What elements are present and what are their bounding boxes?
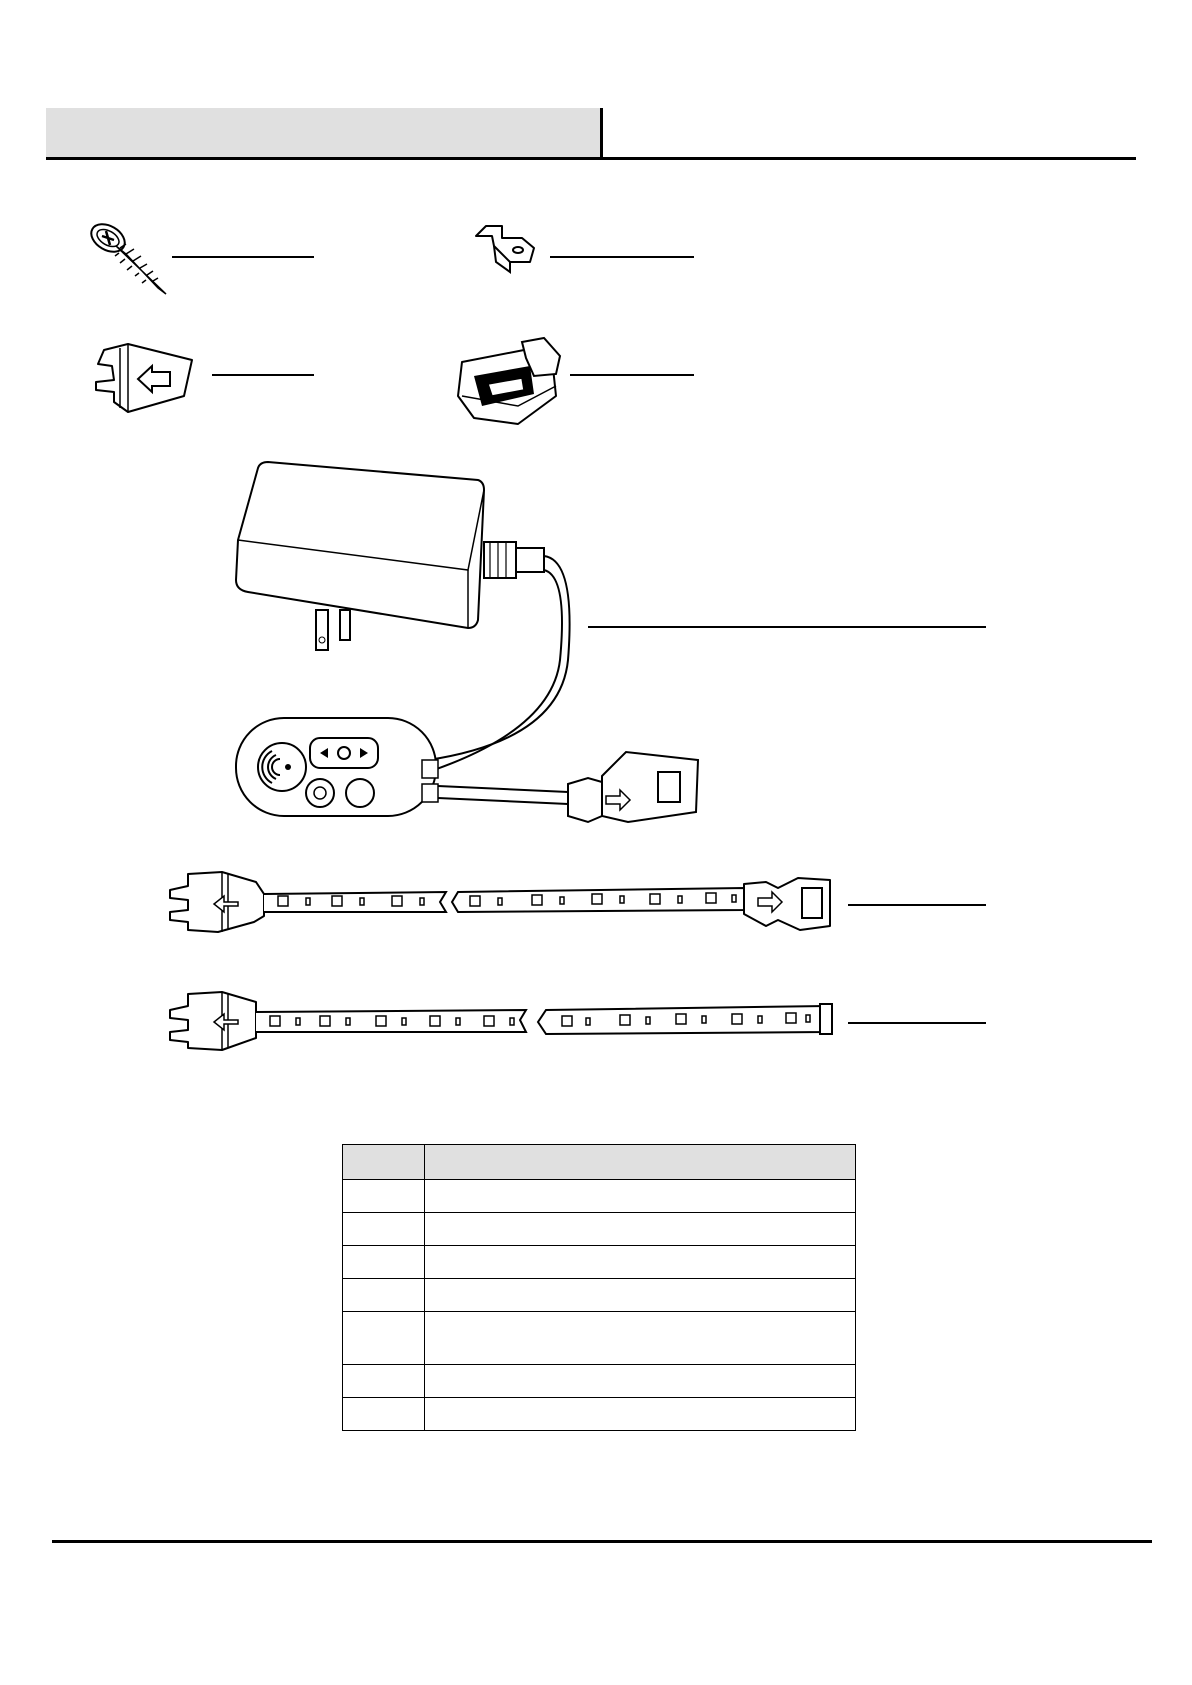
- table-cell-description: [425, 1312, 856, 1365]
- table-cell-part: [343, 1312, 425, 1365]
- table-row: [343, 1180, 856, 1213]
- footer-divider: [52, 1540, 1152, 1543]
- table-cell-description: [425, 1213, 856, 1246]
- table-cell-part: [343, 1246, 425, 1279]
- table-cell-part: [343, 1213, 425, 1246]
- table-row: [343, 1246, 856, 1279]
- table-cell-part: [343, 1365, 425, 1398]
- splice-connector-callout-line: [570, 374, 694, 376]
- table-row: [343, 1213, 856, 1246]
- parts-table: [342, 1144, 856, 1431]
- light-strip-with-connectors-icon: [166, 864, 836, 944]
- table-cell-part: [343, 1398, 425, 1431]
- light-strip-with-connectors-callout-line: [848, 904, 986, 906]
- table-row: [343, 1312, 856, 1365]
- table-header-part: [343, 1145, 425, 1180]
- table-cell-part: [343, 1180, 425, 1213]
- table-cell-description: [425, 1246, 856, 1279]
- table-header-description: [425, 1145, 856, 1180]
- table-row: [343, 1365, 856, 1398]
- mounting-clip-icon: [472, 222, 542, 282]
- power-adapter-controller-icon: [228, 460, 708, 850]
- table-header-row: [343, 1145, 856, 1180]
- splice-connector-icon: [452, 336, 568, 430]
- table-cell-description: [425, 1365, 856, 1398]
- header-divider: [46, 157, 1136, 160]
- screw-callout-line: [172, 256, 314, 258]
- table-cell-part: [343, 1279, 425, 1312]
- table-row: [343, 1398, 856, 1431]
- table-row: [343, 1279, 856, 1312]
- light-strip-end-callout-line: [848, 1022, 986, 1024]
- mounting-clip-callout-line: [550, 256, 694, 258]
- table-cell-description: [425, 1180, 856, 1213]
- light-strip-end-icon: [166, 990, 836, 1056]
- connector-end-callout-line: [212, 374, 314, 376]
- table-cell-description: [425, 1398, 856, 1431]
- screw-icon: [86, 218, 176, 298]
- power-adapter-callout-line: [588, 626, 986, 628]
- connector-end-icon: [92, 342, 202, 414]
- table-cell-description: [425, 1279, 856, 1312]
- section-header-bar: [46, 108, 603, 158]
